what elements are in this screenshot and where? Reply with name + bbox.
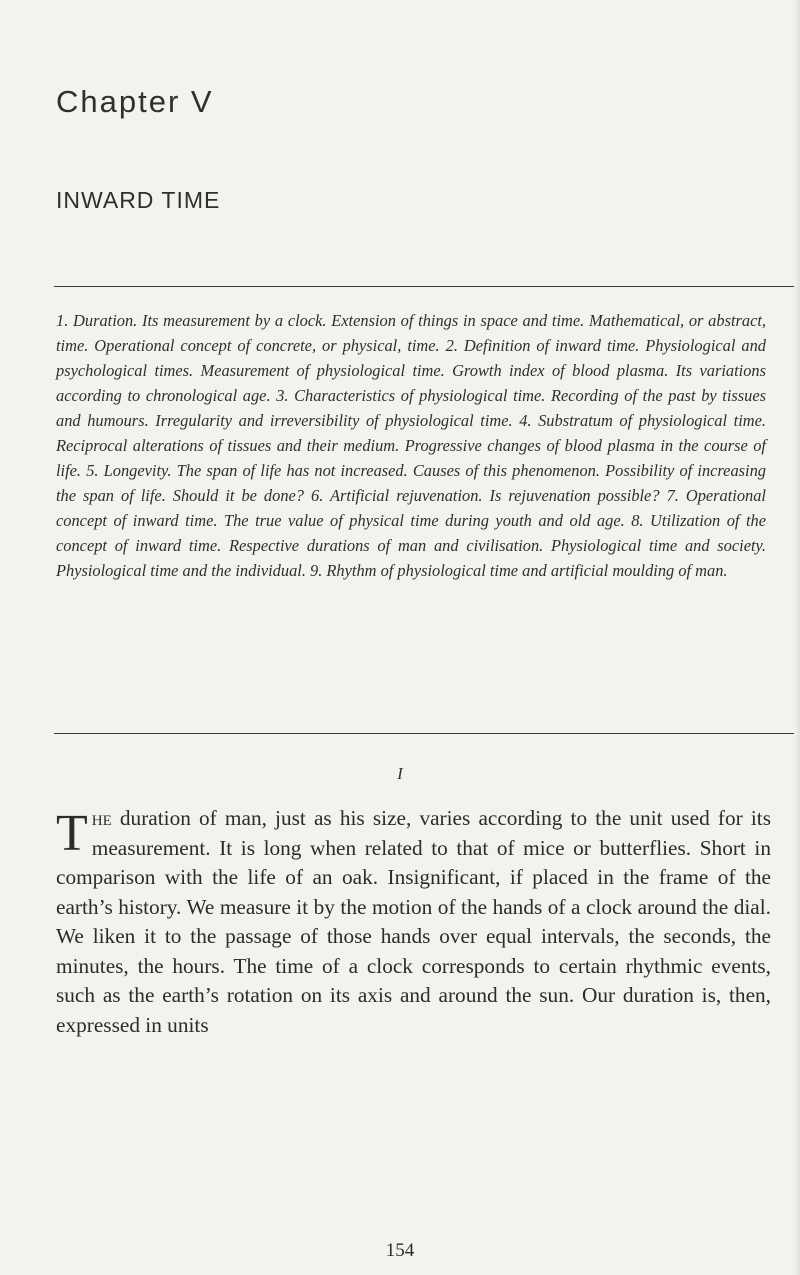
summary-item-6: 6. Artificial rejuvenation. Is rejuvenation possible? — [311, 486, 660, 505]
chapter-title: INWARD TIME — [56, 187, 221, 213]
summary-item-9: 9. Rhythm of physiological time and artificial moulding of man. — [310, 561, 728, 580]
top-divider — [54, 286, 794, 287]
body-paragraph — [56, 804, 771, 1040]
summary-item-5: 5. Longevity. The span of life has not increased. Causes of this phenomenon. Possibility of increasing the span of life. Should it be done? — [56, 461, 766, 505]
summary-item-1: 1. Duration. Its measurement by a clock. Extension of things in space and time. Mathematical, or abstract, time. Operational concept of concrete, or physical, time. — [56, 311, 766, 355]
drop-cap: T — [56, 805, 88, 862]
summary-item-8: 8. Utilization of the concept of inward time. Respective durations of man and civilisation. Physiological time and society. Physiological time and the individual. — [56, 511, 766, 580]
summary-item-2: 2. Definition of inward time. Physiological and psychological times. Measurement of physiological time. Growth index of blood plasma. Its variations according to chronological age. — [56, 336, 766, 405]
chapter-summary — [56, 308, 766, 583]
section-number: I — [397, 764, 403, 783]
summary-item-3: 3. Characteristics of physiological time. Recording of the past by tissues and humours. Irregularity and irreversibility of physiological time. — [56, 386, 767, 430]
first-word-rest: he — [91, 806, 112, 830]
summary-item-4: 4. Substratum of physiological time. Reciprocal alterations of tissues and their medium. Progressive changes of blood plasma in the course of life. — [56, 411, 766, 480]
page-number: 154 — [385, 1240, 415, 1261]
chapter-label: Chapter V — [56, 84, 214, 119]
bottom-divider — [54, 733, 794, 734]
summary-item-7: 7. Operational concept of inward time. The true value of physical time during youth and old age. — [56, 486, 766, 530]
paragraph-text: duration of man, just as his size, varies according to the unit used for its measurement. It is long when related to that of mice or butterflies. Short in comparison with the life of an oak. Insignificant, if placed in the frame of the earth’s history. We measure it by the motion of the hands of a clock around the dial. We liken it to the passage of those hands over equal intervals, the seconds, the minutes, the hours. The time of a clock corresponds to certain rhythmic events, such as the earth’s rotation on its axis and around the sun. Our duration is, then, expressed in units — [56, 806, 771, 1037]
page-edge-shadow — [794, 0, 800, 1275]
